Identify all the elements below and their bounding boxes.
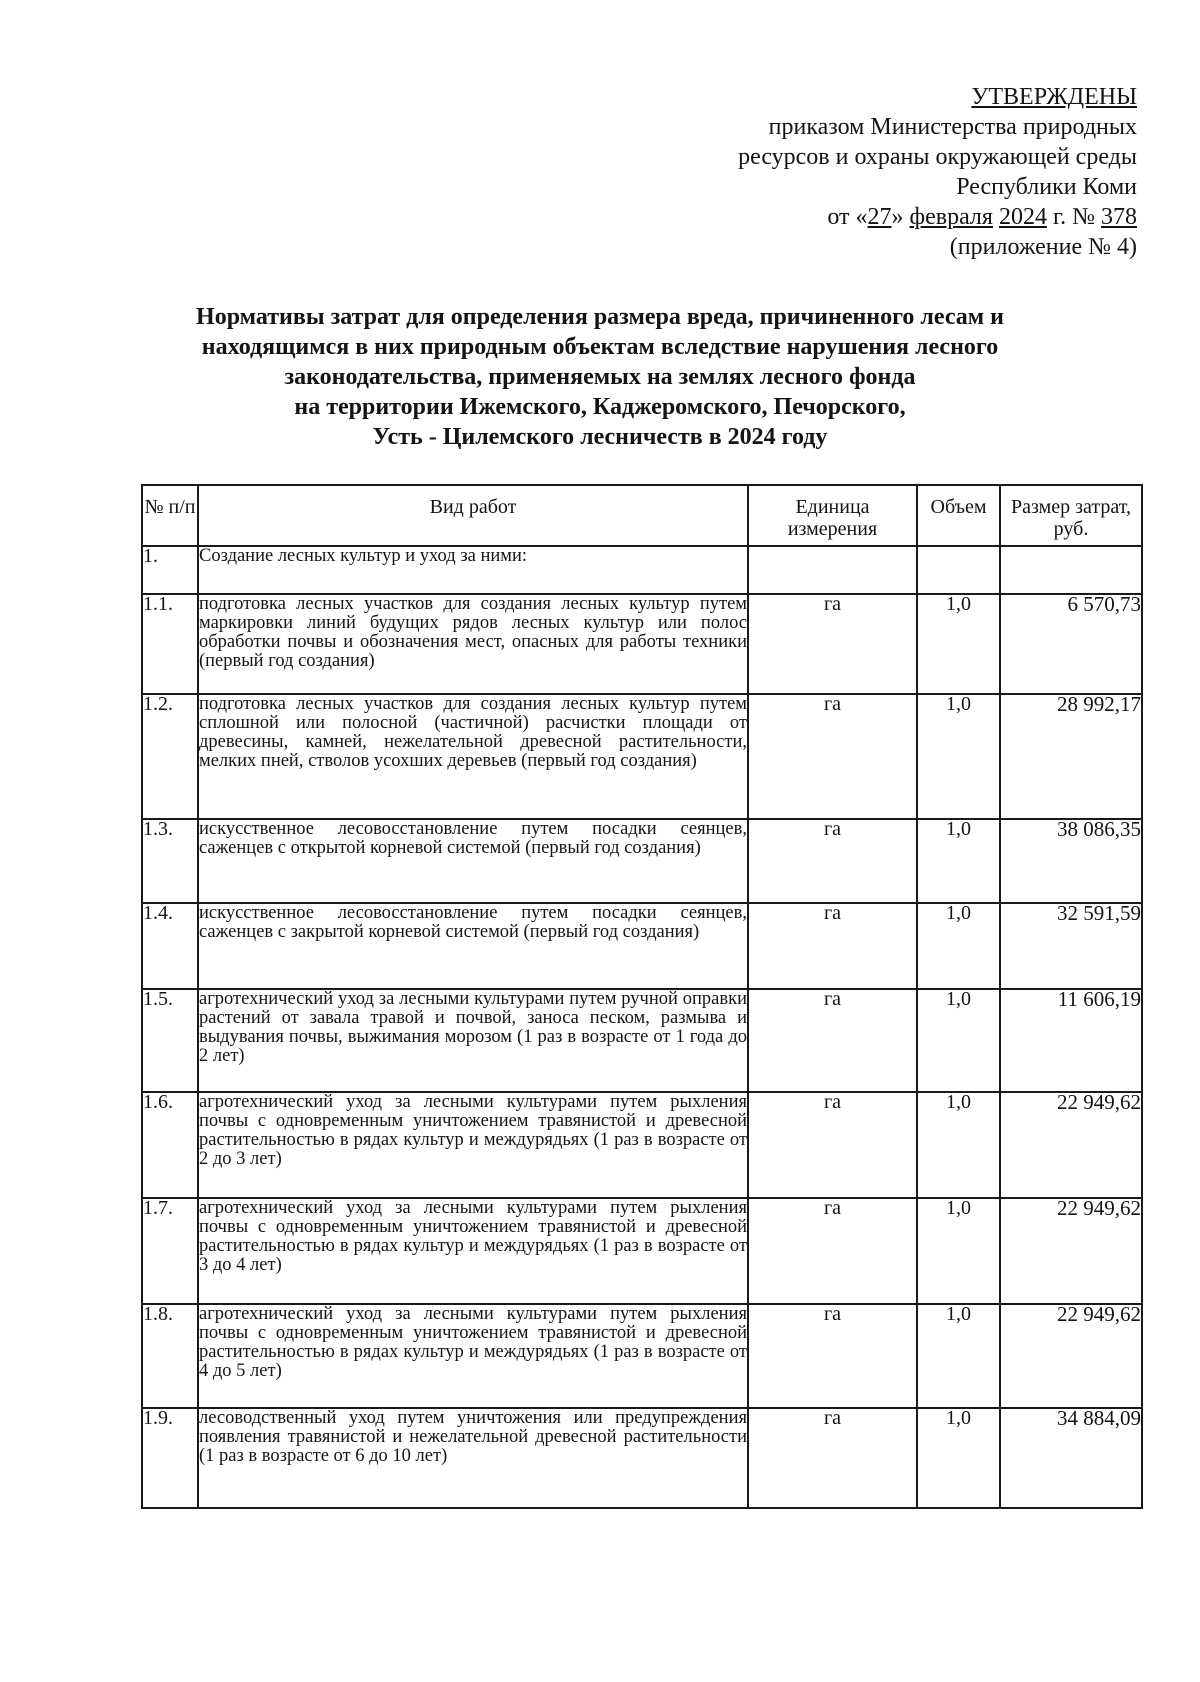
approval-order-line-2: ресурсов и охраны окружающей среды <box>738 144 1137 170</box>
row-volume: 1,0 <box>917 1092 1000 1198</box>
row-number: 1.6. <box>142 1092 198 1198</box>
row-unit: га <box>748 1092 917 1198</box>
row-work-type: подготовка лесных участков для создания лесных культур путем сплошной или полосной (частичной) расчистки площади от древесины, камней, нежелательной древесной растительности, мелких пней, стволов усохших деревьев (первый год создания) <box>198 694 748 819</box>
row-number: 1.5. <box>142 989 198 1092</box>
date-mid: » <box>891 204 910 230</box>
title-line-2: находящимся в них природным объектам вследствие нарушения лесного <box>201 334 999 360</box>
row-number: 1.2. <box>142 694 198 819</box>
row-work-type: Создание лесных культур и уход за ними: <box>198 546 748 594</box>
header-cost: Размер затрат, руб. <box>1000 485 1142 546</box>
row-volume: 1,0 <box>917 819 1000 903</box>
row-number: 1.1. <box>142 594 198 694</box>
row-unit: га <box>748 903 917 989</box>
table-row <box>142 1092 1142 1198</box>
title-line-4: на территории Ижемского, Каджеромского, Печорского, <box>294 394 906 420</box>
table-row <box>142 1198 1142 1304</box>
header-work: Вид работ <box>198 485 748 546</box>
table-row <box>142 1304 1142 1408</box>
row-unit: га <box>748 694 917 819</box>
row-cost: 38 086,35 <box>1000 819 1142 903</box>
row-cost: 22 949,62 <box>1000 1304 1142 1408</box>
approval-block <box>738 82 1137 262</box>
header-volume: Объем <box>917 485 1000 546</box>
table-row <box>142 546 1142 594</box>
date-prefix: от « <box>827 204 868 230</box>
row-cost: 32 591,59 <box>1000 903 1142 989</box>
row-cost: 11 606,19 <box>1000 989 1142 1092</box>
table-header-row <box>142 485 1142 546</box>
table-row <box>142 903 1142 989</box>
row-volume <box>917 546 1000 594</box>
approval-title: УТВЕРЖДЕНЫ <box>971 84 1137 110</box>
document-title <box>140 302 1060 452</box>
row-volume: 1,0 <box>917 1304 1000 1408</box>
row-cost: 22 949,62 <box>1000 1198 1142 1304</box>
row-number: 1.4. <box>142 903 198 989</box>
date-suffix: г. № <box>1046 204 1101 230</box>
row-number: 1. <box>142 546 198 594</box>
order-number: 378 <box>1101 204 1137 230</box>
row-unit <box>748 546 917 594</box>
row-cost: 6 570,73 <box>1000 594 1142 694</box>
row-number: 1.9. <box>142 1408 198 1508</box>
date-day: 27 <box>867 204 892 230</box>
cost-norms-table <box>141 484 1143 1509</box>
row-volume: 1,0 <box>917 1198 1000 1304</box>
date-year: 2024 <box>998 204 1047 230</box>
row-work-type: агротехнический уход за лесными культурами путем ручной оправки растений от завала травой и почвой, заноса песком, размыва и выдувания почвы, выжимания морозом (1 раз в возрасте от 1 года до 2 лет) <box>198 989 748 1092</box>
row-volume: 1,0 <box>917 989 1000 1092</box>
row-work-type: искусственное лесовосстановление путем посадки сеянцев, саженцев с открытой корневой системой (первый год создания) <box>198 819 748 903</box>
approval-order-line-1: приказом Министерства природных <box>768 114 1137 140</box>
row-number: 1.7. <box>142 1198 198 1304</box>
row-unit: га <box>748 1198 917 1304</box>
row-number: 1.8. <box>142 1304 198 1408</box>
table-row <box>142 819 1142 903</box>
row-unit: га <box>748 989 917 1092</box>
row-unit: га <box>748 819 917 903</box>
row-number: 1.3. <box>142 819 198 903</box>
row-work-type: агротехнический уход за лесными культурами путем рыхления почвы с одновременным уничтожением травянистой и древесной растительностью в рядах культур и междурядьях (1 раз в возрасте от 4 до 5 лет) <box>198 1304 748 1408</box>
date-month: февраля <box>909 204 993 230</box>
row-work-type: агротехнический уход за лесными культурами путем рыхления почвы с одновременным уничтожением травянистой и древесной растительностью в рядах культур и междурядьях (1 раз в возрасте от 3 до 4 лет) <box>198 1198 748 1304</box>
row-unit: га <box>748 1304 917 1408</box>
header-unit: Единица измерения <box>748 485 917 546</box>
table-row <box>142 694 1142 819</box>
title-line-1: Нормативы затрат для определения размера вреда, причиненного лесам и <box>196 304 1004 330</box>
row-work-type: агротехнический уход за лесными культурами путем рыхления почвы с одновременным уничтожением травянистой и древесной растительностью в рядах культур и междурядьях (1 раз в возрасте от 2 до 3 лет) <box>198 1092 748 1198</box>
approval-order-line-3: Республики Коми <box>956 174 1137 200</box>
row-work-type: лесоводственный уход путем уничтожения или предупреждения появления травянистой и нежелательной древесной растительности (1 раз в возрасте от 6 до 10 лет) <box>198 1408 748 1508</box>
approval-date-line <box>738 202 1137 232</box>
row-cost <box>1000 546 1142 594</box>
title-line-3: законодательства, применяемых на землях лесного фонда <box>284 364 916 390</box>
row-unit: га <box>748 594 917 694</box>
row-cost: 22 949,62 <box>1000 1092 1142 1198</box>
row-cost: 28 992,17 <box>1000 694 1142 819</box>
row-work-type: подготовка лесных участков для создания лесных культур путем маркировки линий будущих рядов лесных культур или полос обработки почвы и обозначения мест, опасных для работы техники (первый год создания) <box>198 594 748 694</box>
appendix-label: (приложение № 4) <box>949 234 1137 260</box>
table-row <box>142 594 1142 694</box>
table-row <box>142 1408 1142 1508</box>
row-cost: 34 884,09 <box>1000 1408 1142 1508</box>
table-row <box>142 989 1142 1092</box>
row-volume: 1,0 <box>917 694 1000 819</box>
header-num: № п/п <box>142 485 198 546</box>
row-volume: 1,0 <box>917 903 1000 989</box>
title-line-5: Усть - Цилемского лесничеств в 2024 году <box>372 424 828 450</box>
row-work-type: искусственное лесовосстановление путем посадки сеянцев, саженцев с закрытой корневой системой (первый год создания) <box>198 903 748 989</box>
row-volume: 1,0 <box>917 1408 1000 1508</box>
row-unit: га <box>748 1408 917 1508</box>
row-volume: 1,0 <box>917 594 1000 694</box>
